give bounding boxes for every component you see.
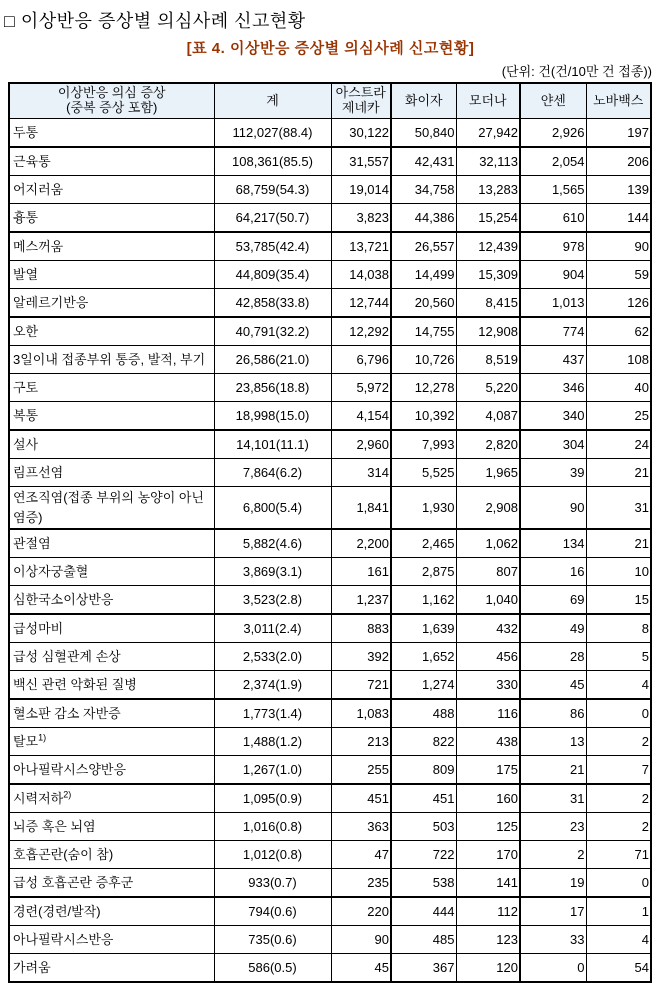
total-cell: 40,791(32.2)	[214, 317, 331, 346]
janssen-cell: 437	[520, 346, 586, 374]
symptom-cell	[9, 204, 214, 233]
pfizer-cell: 538	[391, 869, 456, 898]
janssen-cell: 90	[520, 487, 586, 530]
header-symptom	[9, 83, 214, 119]
table-row	[9, 614, 651, 643]
total-cell: 3,523(2.8)	[214, 586, 331, 615]
symptom-cell	[9, 614, 214, 643]
symptom-label: 알레르기반응	[13, 294, 89, 310]
header-pfizer: 화이자	[391, 83, 456, 119]
astrazeneca-cell: 314	[331, 459, 391, 487]
moderna-cell: 15,309	[456, 261, 520, 289]
novavax-cell: 144	[586, 204, 651, 233]
total-cell: 1,488(1.2)	[214, 728, 331, 756]
symptom-label: 호흡곤란(숨이 참)	[13, 846, 114, 862]
moderna-cell: 120	[456, 954, 520, 983]
novavax-cell: 2	[586, 784, 651, 813]
table-body	[9, 119, 651, 983]
symptom-cell	[9, 756, 214, 785]
novavax-cell: 8	[586, 614, 651, 643]
symptom-label: 급성 심혈관계 손상	[13, 648, 121, 664]
novavax-cell: 15	[586, 586, 651, 615]
header-row	[9, 83, 651, 119]
pfizer-cell: 1,274	[391, 671, 456, 700]
total-cell: 6,800(5.4)	[214, 487, 331, 530]
janssen-cell: 33	[520, 926, 586, 954]
symptom-cell	[9, 954, 214, 983]
header-moderna: 모더나	[456, 83, 520, 119]
moderna-cell: 32,113	[456, 147, 520, 176]
moderna-cell: 160	[456, 784, 520, 813]
novavax-cell: 5	[586, 643, 651, 671]
novavax-cell: 40	[586, 374, 651, 402]
astrazeneca-cell: 883	[331, 614, 391, 643]
pfizer-cell: 367	[391, 954, 456, 983]
header-symptom-line1: 이상반응 의심 증상	[57, 85, 166, 101]
moderna-cell: 112	[456, 897, 520, 926]
moderna-cell: 1,040	[456, 586, 520, 615]
novavax-cell: 25	[586, 402, 651, 431]
janssen-cell: 28	[520, 643, 586, 671]
table-row	[9, 841, 651, 869]
pfizer-cell: 1,930	[391, 487, 456, 530]
astrazeneca-cell: 90	[331, 926, 391, 954]
symptom-cell	[9, 784, 214, 813]
symptom-label: 설사	[13, 436, 39, 452]
header-astrazeneca-line1: 아스트라	[335, 85, 386, 101]
pfizer-cell: 1,652	[391, 643, 456, 671]
moderna-cell: 170	[456, 841, 520, 869]
novavax-cell: 21	[586, 459, 651, 487]
symptom-label: 이상자궁출혈	[13, 563, 89, 579]
pfizer-cell: 451	[391, 784, 456, 813]
pfizer-cell: 503	[391, 813, 456, 841]
novavax-cell: 0	[586, 869, 651, 898]
footnote-marker: 2)	[63, 789, 72, 800]
symptom-cell	[9, 119, 214, 148]
janssen-cell: 23	[520, 813, 586, 841]
moderna-cell: 27,942	[456, 119, 520, 148]
pfizer-cell: 10,392	[391, 402, 456, 431]
total-cell: 14,101(11.1)	[214, 430, 331, 459]
symptom-cell	[9, 176, 214, 204]
moderna-cell: 116	[456, 699, 520, 728]
moderna-cell: 15,254	[456, 204, 520, 233]
novavax-cell: 0	[586, 699, 651, 728]
table-row	[9, 374, 651, 402]
astrazeneca-cell: 721	[331, 671, 391, 700]
total-cell: 1,016(0.8)	[214, 813, 331, 841]
novavax-cell: 206	[586, 147, 651, 176]
moderna-cell: 141	[456, 869, 520, 898]
janssen-cell: 39	[520, 459, 586, 487]
janssen-cell: 2,926	[520, 119, 586, 148]
total-cell: 1,012(0.8)	[214, 841, 331, 869]
table-row	[9, 261, 651, 289]
novavax-cell: 2	[586, 813, 651, 841]
symptom-cell	[9, 487, 214, 530]
janssen-cell: 2,054	[520, 147, 586, 176]
table-row	[9, 529, 651, 558]
novavax-cell: 4	[586, 671, 651, 700]
pfizer-cell: 2,465	[391, 529, 456, 558]
pfizer-cell: 485	[391, 926, 456, 954]
symptom-cell	[9, 841, 214, 869]
symptom-cell	[9, 289, 214, 318]
novavax-cell: 62	[586, 317, 651, 346]
total-cell: 112,027(88.4)	[214, 119, 331, 148]
symptom-cell	[9, 699, 214, 728]
pfizer-cell: 10,726	[391, 346, 456, 374]
pfizer-cell: 50,840	[391, 119, 456, 148]
total-cell: 794(0.6)	[214, 897, 331, 926]
novavax-cell: 7	[586, 756, 651, 785]
symptom-label: 관절염	[13, 535, 51, 551]
symptom-label: 어지러움	[13, 181, 64, 197]
symptom-cell	[9, 374, 214, 402]
moderna-cell: 13,283	[456, 176, 520, 204]
table-caption: [표 4. 이상반응 증상별 의심사례 신고현황]	[186, 40, 475, 57]
pfizer-cell: 26,557	[391, 232, 456, 261]
janssen-cell: 31	[520, 784, 586, 813]
moderna-cell: 12,908	[456, 317, 520, 346]
astrazeneca-cell: 392	[331, 643, 391, 671]
symptom-label: 림프선염	[13, 464, 64, 480]
moderna-cell: 8,519	[456, 346, 520, 374]
astrazeneca-cell: 47	[331, 841, 391, 869]
total-cell: 108,361(85.5)	[214, 147, 331, 176]
total-cell: 586(0.5)	[214, 954, 331, 983]
moderna-cell: 175	[456, 756, 520, 785]
janssen-cell: 340	[520, 402, 586, 431]
total-cell: 7,864(6.2)	[214, 459, 331, 487]
table-row	[9, 459, 651, 487]
total-cell: 1,095(0.9)	[214, 784, 331, 813]
symptom-cell	[9, 926, 214, 954]
table-row	[9, 869, 651, 898]
novavax-cell: 24	[586, 430, 651, 459]
moderna-cell: 2,820	[456, 430, 520, 459]
table-row	[9, 346, 651, 374]
symptom-cell	[9, 232, 214, 261]
moderna-cell: 123	[456, 926, 520, 954]
total-cell: 42,858(33.8)	[214, 289, 331, 318]
table-row	[9, 204, 651, 233]
symptom-label: 혈소판 감소 자반증	[13, 705, 121, 721]
table-row	[9, 671, 651, 700]
astrazeneca-cell: 213	[331, 728, 391, 756]
symptom-cell	[9, 813, 214, 841]
janssen-cell: 0	[520, 954, 586, 983]
astrazeneca-cell: 1,841	[331, 487, 391, 530]
table-row	[9, 289, 651, 318]
symptom-cell	[9, 897, 214, 926]
symptom-label: 두통	[13, 124, 39, 140]
janssen-cell: 17	[520, 897, 586, 926]
janssen-cell: 69	[520, 586, 586, 615]
astrazeneca-cell: 161	[331, 558, 391, 586]
table-row	[9, 784, 651, 813]
symptom-cell	[9, 586, 214, 615]
moderna-cell: 8,415	[456, 289, 520, 318]
table-header	[9, 83, 651, 119]
moderna-cell: 12,439	[456, 232, 520, 261]
symptom-label: 아나필락시스반응	[13, 931, 114, 947]
novavax-cell: 54	[586, 954, 651, 983]
moderna-cell: 125	[456, 813, 520, 841]
pfizer-cell: 809	[391, 756, 456, 785]
novavax-cell: 21	[586, 529, 651, 558]
moderna-cell: 807	[456, 558, 520, 586]
novavax-cell: 4	[586, 926, 651, 954]
symptom-label: 연조직염(접종 부위의 농양이 아닌 염증)	[13, 490, 204, 525]
total-cell: 26,586(21.0)	[214, 346, 331, 374]
pfizer-cell: 722	[391, 841, 456, 869]
table-row	[9, 954, 651, 983]
symptom-label: 3일이내 접종부위 통증, 발적, 부기	[13, 351, 206, 367]
symptom-cell	[9, 317, 214, 346]
janssen-cell: 1,013	[520, 289, 586, 318]
novavax-cell: 90	[586, 232, 651, 261]
symptom-label: 가려움	[13, 959, 51, 975]
total-cell: 3,011(2.4)	[214, 614, 331, 643]
pfizer-cell: 34,758	[391, 176, 456, 204]
pfizer-cell: 1,639	[391, 614, 456, 643]
astrazeneca-cell: 255	[331, 756, 391, 785]
astrazeneca-cell: 30,122	[331, 119, 391, 148]
symptom-cell	[9, 869, 214, 898]
table-row	[9, 586, 651, 615]
total-cell: 53,785(42.4)	[214, 232, 331, 261]
janssen-cell: 978	[520, 232, 586, 261]
janssen-cell: 346	[520, 374, 586, 402]
table-row	[9, 317, 651, 346]
symptom-label: 구토	[13, 379, 39, 395]
janssen-cell: 2	[520, 841, 586, 869]
symptom-cell	[9, 430, 214, 459]
pfizer-cell: 2,875	[391, 558, 456, 586]
astrazeneca-cell: 13,721	[331, 232, 391, 261]
moderna-cell: 456	[456, 643, 520, 671]
table-row	[9, 147, 651, 176]
symptom-cell	[9, 346, 214, 374]
table-row	[9, 897, 651, 926]
header-total: 계	[214, 83, 331, 119]
table-row	[9, 430, 651, 459]
novavax-cell: 2	[586, 728, 651, 756]
total-cell: 44,809(35.4)	[214, 261, 331, 289]
symptom-cell	[9, 558, 214, 586]
pfizer-cell: 42,431	[391, 147, 456, 176]
total-cell: 64,217(50.7)	[214, 204, 331, 233]
page-title: □ 이상반응 증상별 의심사례 신고현황	[4, 11, 306, 31]
janssen-cell: 19	[520, 869, 586, 898]
novavax-cell: 139	[586, 176, 651, 204]
moderna-cell: 330	[456, 671, 520, 700]
astrazeneca-cell: 2,200	[331, 529, 391, 558]
astrazeneca-cell: 2,960	[331, 430, 391, 459]
table-row	[9, 813, 651, 841]
total-cell: 18,998(15.0)	[214, 402, 331, 431]
symptom-label: 뇌증 혹은 뇌염	[13, 818, 96, 834]
astrazeneca-cell: 5,972	[331, 374, 391, 402]
pfizer-cell: 12,278	[391, 374, 456, 402]
astrazeneca-cell: 4,154	[331, 402, 391, 431]
janssen-cell: 45	[520, 671, 586, 700]
symptom-cell	[9, 728, 214, 756]
astrazeneca-cell: 6,796	[331, 346, 391, 374]
symptom-label: 흉통	[13, 209, 39, 225]
symptom-label: 발열	[13, 266, 39, 282]
janssen-cell: 21	[520, 756, 586, 785]
astrazeneca-cell: 451	[331, 784, 391, 813]
table-row	[9, 728, 651, 756]
header-astrazeneca-line2: 제네카	[341, 100, 380, 115]
novavax-cell: 1	[586, 897, 651, 926]
moderna-cell: 4,087	[456, 402, 520, 431]
astrazeneca-cell: 220	[331, 897, 391, 926]
moderna-cell: 5,220	[456, 374, 520, 402]
symptom-label: 심한국소이상반응	[13, 591, 114, 607]
table-row	[9, 558, 651, 586]
janssen-cell: 1,565	[520, 176, 586, 204]
symptom-cell	[9, 459, 214, 487]
pfizer-cell: 20,560	[391, 289, 456, 318]
total-cell: 23,856(18.8)	[214, 374, 331, 402]
symptom-cell	[9, 643, 214, 671]
header-novavax: 노바백스	[586, 83, 651, 119]
table-row	[9, 487, 651, 530]
symptom-cell	[9, 261, 214, 289]
symptom-label: 근육통	[13, 153, 51, 169]
symptom-label: 복통	[13, 407, 39, 423]
table-row	[9, 176, 651, 204]
janssen-cell: 49	[520, 614, 586, 643]
total-cell: 3,869(3.1)	[214, 558, 331, 586]
moderna-cell: 438	[456, 728, 520, 756]
janssen-cell: 304	[520, 430, 586, 459]
symptom-label: 아나필락시스양반응	[13, 761, 127, 777]
astrazeneca-cell: 14,038	[331, 261, 391, 289]
astrazeneca-cell: 12,292	[331, 317, 391, 346]
pfizer-cell: 14,755	[391, 317, 456, 346]
symptom-label: 시력저하	[13, 790, 64, 806]
symptom-cell	[9, 402, 214, 431]
astrazeneca-cell: 45	[331, 954, 391, 983]
symptom-cell	[9, 147, 214, 176]
janssen-cell: 86	[520, 699, 586, 728]
table-row	[9, 232, 651, 261]
moderna-cell: 432	[456, 614, 520, 643]
novavax-cell: 126	[586, 289, 651, 318]
symptom-cell	[9, 671, 214, 700]
moderna-cell: 2,908	[456, 487, 520, 530]
symptom-label: 탈모	[13, 733, 39, 749]
total-cell: 68,759(54.3)	[214, 176, 331, 204]
astrazeneca-cell: 12,744	[331, 289, 391, 318]
pfizer-cell: 822	[391, 728, 456, 756]
symptom-label: 오한	[13, 323, 39, 339]
pfizer-cell: 1,162	[391, 586, 456, 615]
astrazeneca-cell: 1,083	[331, 699, 391, 728]
novavax-cell: 108	[586, 346, 651, 374]
total-cell: 1,773(1.4)	[214, 699, 331, 728]
table-row	[9, 119, 651, 148]
table-row	[9, 643, 651, 671]
table-row	[9, 926, 651, 954]
unit-note: (단위: 건(건/10만 건 접종))	[501, 64, 652, 79]
symptom-label: 급성마비	[13, 620, 64, 636]
astrazeneca-cell: 19,014	[331, 176, 391, 204]
table-row	[9, 402, 651, 431]
total-cell: 2,374(1.9)	[214, 671, 331, 700]
janssen-cell: 610	[520, 204, 586, 233]
symptom-label: 경련(경련/발작)	[13, 903, 101, 919]
pfizer-cell: 5,525	[391, 459, 456, 487]
astrazeneca-cell: 3,823	[331, 204, 391, 233]
total-cell: 2,533(2.0)	[214, 643, 331, 671]
symptom-label: 메스꺼움	[13, 238, 64, 254]
table-row	[9, 756, 651, 785]
moderna-cell: 1,965	[456, 459, 520, 487]
astrazeneca-cell: 235	[331, 869, 391, 898]
header-janssen: 얀센	[520, 83, 586, 119]
astrazeneca-cell: 363	[331, 813, 391, 841]
novavax-cell: 10	[586, 558, 651, 586]
symptom-label: 급성 호흡곤란 증후군	[13, 874, 134, 890]
symptom-label: 백신 관련 악화된 질병	[13, 676, 137, 692]
total-cell: 735(0.6)	[214, 926, 331, 954]
novavax-cell: 31	[586, 487, 651, 530]
novavax-cell: 197	[586, 119, 651, 148]
total-cell: 1,267(1.0)	[214, 756, 331, 785]
pfizer-cell: 444	[391, 897, 456, 926]
janssen-cell: 134	[520, 529, 586, 558]
astrazeneca-cell: 1,237	[331, 586, 391, 615]
janssen-cell: 904	[520, 261, 586, 289]
pfizer-cell: 488	[391, 699, 456, 728]
adverse-reaction-table	[8, 82, 652, 983]
table-row	[9, 699, 651, 728]
header-astrazeneca	[331, 83, 391, 119]
header-symptom-line2: (중복 증상 포함)	[66, 100, 158, 115]
pfizer-cell: 44,386	[391, 204, 456, 233]
novavax-cell: 59	[586, 261, 651, 289]
total-cell: 5,882(4.6)	[214, 529, 331, 558]
astrazeneca-cell: 31,557	[331, 147, 391, 176]
pfizer-cell: 14,499	[391, 261, 456, 289]
total-cell: 933(0.7)	[214, 869, 331, 898]
janssen-cell: 13	[520, 728, 586, 756]
pfizer-cell: 7,993	[391, 430, 456, 459]
novavax-cell: 71	[586, 841, 651, 869]
footnote-marker: 1)	[38, 732, 47, 743]
moderna-cell: 1,062	[456, 529, 520, 558]
symptom-cell	[9, 529, 214, 558]
janssen-cell: 16	[520, 558, 586, 586]
janssen-cell: 774	[520, 317, 586, 346]
